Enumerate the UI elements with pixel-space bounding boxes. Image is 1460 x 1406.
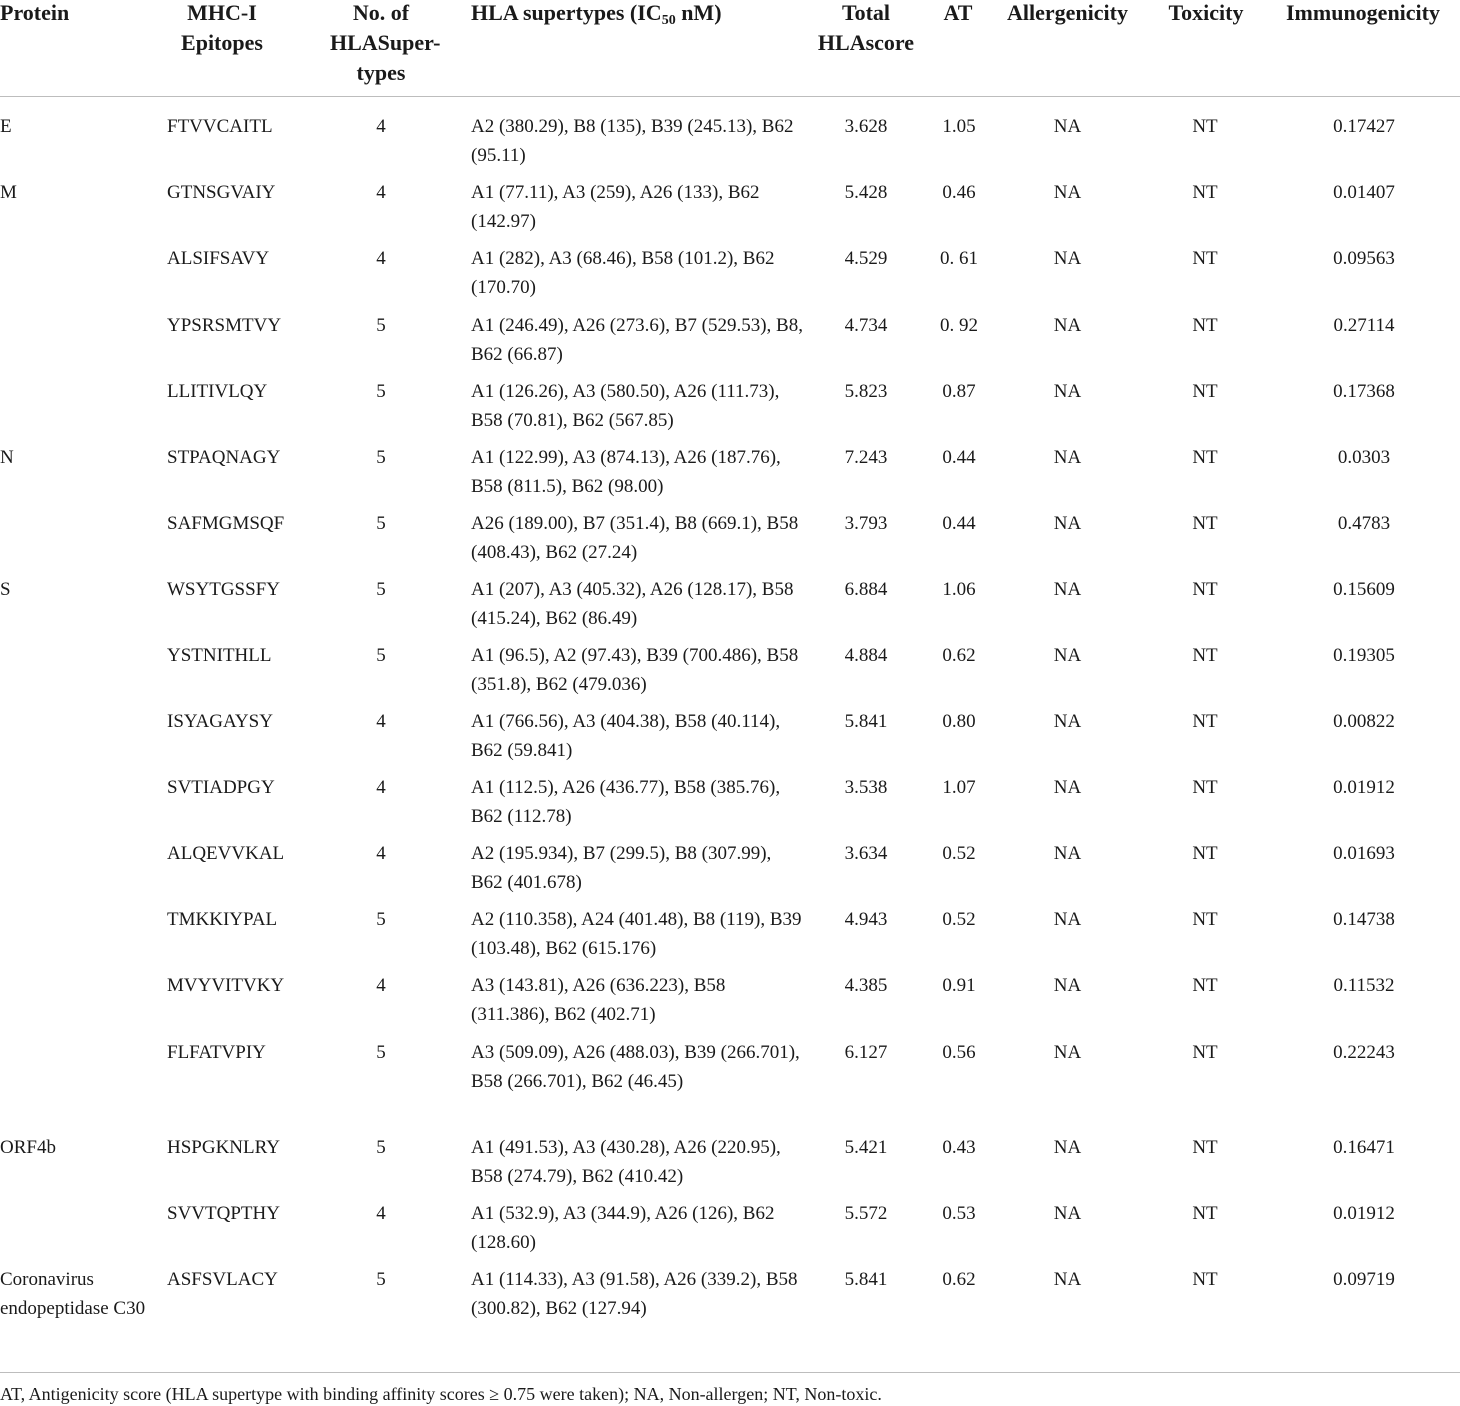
cell-protein: Coronavirus endopeptidase C30 xyxy=(0,1269,146,1319)
cell-toxicity: NT xyxy=(1192,645,1218,666)
cell-at: 0.80 xyxy=(942,711,976,732)
cell-allergenicity: NA xyxy=(1053,1269,1082,1290)
cell-immunogenicity: 0.27114 xyxy=(1333,315,1395,336)
cell-at: 0.56 xyxy=(942,1042,976,1063)
cell-allergenicity: NA xyxy=(1053,711,1082,732)
cell-immunogenicity: 0.16471 xyxy=(1333,1137,1395,1158)
cell-toxicity: NT xyxy=(1192,843,1218,864)
cell-at: 0.91 xyxy=(942,975,976,996)
header-protein: Protein xyxy=(0,0,70,25)
cell-total-hlascore: 5.421 xyxy=(844,1137,888,1158)
cell-hla-supertypes: A2 (380.29), B8 (135), B39 (245.13), B62 (95.11) xyxy=(471,116,794,166)
footer-divider xyxy=(0,1372,1460,1373)
header-divider xyxy=(0,96,1460,97)
cell-epitope: ASFSVLACY xyxy=(167,1269,278,1290)
cell-at: 0.52 xyxy=(942,843,976,864)
cell-allergenicity: NA xyxy=(1053,579,1082,600)
cell-hla-supertypes: A3 (143.81), A26 (636.223), B58 (311.386), B62 (402.71) xyxy=(471,975,726,1025)
cell-protein: N xyxy=(0,447,14,468)
cell-total-hlascore: 6.127 xyxy=(844,1042,888,1063)
cell-num-supertypes: 4 xyxy=(376,975,386,996)
cell-total-hlascore: 6.884 xyxy=(844,579,888,600)
cell-immunogenicity: 0.19305 xyxy=(1333,645,1395,666)
cell-hla-supertypes: A1 (126.26), A3 (580.50), A26 (111.73), B58 (70.81), B62 (567.85) xyxy=(471,381,780,431)
cell-num-supertypes: 5 xyxy=(376,1269,386,1290)
cell-allergenicity: NA xyxy=(1053,975,1082,996)
header-total-hlascore: Total HLAscore xyxy=(817,0,915,55)
cell-immunogenicity: 0.17427 xyxy=(1333,116,1395,137)
cell-epitope: ISYAGAYSY xyxy=(167,711,273,732)
cell-total-hlascore: 4.529 xyxy=(844,248,888,269)
cell-toxicity: NT xyxy=(1192,1203,1218,1224)
cell-epitope: HSPGKNLRY xyxy=(167,1137,280,1158)
cell-epitope: TMKKIYPAL xyxy=(167,909,278,930)
cell-epitope: SVVTQPTHY xyxy=(167,1203,280,1224)
cell-epitope: LLITIVLQY xyxy=(167,381,268,402)
cell-immunogenicity: 0.15609 xyxy=(1333,579,1395,600)
cell-allergenicity: NA xyxy=(1053,116,1082,137)
cell-num-supertypes: 4 xyxy=(376,248,386,269)
cell-at: 0.43 xyxy=(942,1137,976,1158)
cell-at: 0.52 xyxy=(942,909,976,930)
cell-immunogenicity: 0.01407 xyxy=(1333,182,1395,203)
cell-num-supertypes: 4 xyxy=(376,116,386,137)
cell-at: 0.53 xyxy=(942,1203,976,1224)
cell-epitope: WSYTGSSFY xyxy=(167,579,280,600)
cell-allergenicity: NA xyxy=(1053,909,1082,930)
cell-allergenicity: NA xyxy=(1053,1203,1082,1224)
cell-epitope: ALSIFSAVY xyxy=(167,248,270,269)
cell-total-hlascore: 7.243 xyxy=(844,447,888,468)
cell-num-supertypes: 4 xyxy=(376,182,386,203)
cell-immunogenicity: 0.17368 xyxy=(1333,381,1395,402)
cell-allergenicity: NA xyxy=(1053,645,1082,666)
cell-toxicity: NT xyxy=(1192,315,1218,336)
cell-num-supertypes: 4 xyxy=(376,777,386,798)
cell-epitope: SAFMGMSQF xyxy=(167,513,285,534)
cell-epitope: FLFATVPIY xyxy=(167,1042,266,1063)
cell-protein: ORF4b xyxy=(0,1137,56,1158)
cell-total-hlascore: 4.943 xyxy=(844,909,888,930)
cell-toxicity: NT xyxy=(1192,248,1218,269)
cell-immunogenicity: 0.01693 xyxy=(1333,843,1395,864)
cell-hla-supertypes: A1 (532.9), A3 (344.9), A26 (126), B62 (128.60) xyxy=(471,1203,775,1253)
cell-total-hlascore: 3.634 xyxy=(844,843,888,864)
cell-at: 0.62 xyxy=(942,645,976,666)
cell-total-hlascore: 3.628 xyxy=(844,116,888,137)
cell-num-supertypes: 4 xyxy=(376,1203,386,1224)
cell-num-supertypes: 5 xyxy=(376,1137,386,1158)
cell-hla-supertypes: A26 (189.00), B7 (351.4), B8 (669.1), B58 (408.43), B62 (27.24) xyxy=(471,513,799,563)
cell-total-hlascore: 3.793 xyxy=(844,513,888,534)
cell-hla-supertypes: A2 (195.934), B7 (299.5), B8 (307.99), B62 (401.678) xyxy=(471,843,772,893)
cell-epitope: SVTIADPGY xyxy=(167,777,275,798)
cell-toxicity: NT xyxy=(1192,182,1218,203)
cell-num-supertypes: 5 xyxy=(376,1042,386,1063)
cell-allergenicity: NA xyxy=(1053,315,1082,336)
header-hla-supertypes xyxy=(471,0,791,28)
cell-immunogenicity: 0.01912 xyxy=(1333,777,1395,798)
header-hla-prefix: HLA supertypes (IC xyxy=(471,0,662,25)
cell-immunogenicity: 0.09563 xyxy=(1333,248,1395,269)
cell-num-supertypes: 5 xyxy=(376,909,386,930)
cell-total-hlascore: 5.823 xyxy=(844,381,888,402)
cell-epitope: STPAQNAGY xyxy=(167,447,281,468)
cell-immunogenicity: 0.11532 xyxy=(1333,975,1395,996)
cell-immunogenicity: 0.00822 xyxy=(1333,711,1395,732)
cell-hla-supertypes: A1 (96.5), A2 (97.43), B39 (700.486), B58 (351.8), B62 (479.036) xyxy=(471,645,799,695)
cell-hla-supertypes: A1 (77.11), A3 (259), A26 (133), B62 (142.97) xyxy=(471,182,760,232)
cell-hla-supertypes: A2 (110.358), A24 (401.48), B8 (119), B39 (103.48), B62 (615.176) xyxy=(471,909,802,959)
cell-hla-supertypes: A1 (766.56), A3 (404.38), B58 (40.114), B62 (59.841) xyxy=(471,711,781,761)
cell-immunogenicity: 0.01912 xyxy=(1333,1203,1395,1224)
cell-num-supertypes: 4 xyxy=(376,711,386,732)
cell-epitope: ALQEVVKAL xyxy=(167,843,285,864)
cell-toxicity: NT xyxy=(1192,777,1218,798)
cell-allergenicity: NA xyxy=(1053,1137,1082,1158)
cell-epitope: YSTNITHLL xyxy=(167,645,272,666)
cell-total-hlascore: 4.734 xyxy=(844,315,888,336)
cell-protein: S xyxy=(0,579,11,600)
cell-hla-supertypes: A1 (246.49), A26 (273.6), B7 (529.53), B8, B62 (66.87) xyxy=(471,315,803,365)
header-toxicity: Toxicity xyxy=(1168,0,1244,25)
cell-toxicity: NT xyxy=(1192,579,1218,600)
table-header xyxy=(0,0,1460,97)
header-num-supertypes: No. of HLASuper-types xyxy=(330,0,441,85)
cell-toxicity: NT xyxy=(1192,1269,1218,1290)
cell-at: 0. 61 xyxy=(940,248,978,269)
cell-toxicity: NT xyxy=(1192,513,1218,534)
cell-hla-supertypes: A1 (112.5), A26 (436.77), B58 (385.76), B62 (112.78) xyxy=(471,777,781,827)
cell-hla-supertypes: A1 (207), A3 (405.32), A26 (128.17), B58 (415.24), B62 (86.49) xyxy=(471,579,794,629)
cell-allergenicity: NA xyxy=(1053,1042,1082,1063)
cell-epitope: GTNSGVAIY xyxy=(167,182,276,203)
cell-num-supertypes: 5 xyxy=(376,381,386,402)
cell-immunogenicity: 0.22243 xyxy=(1333,1042,1395,1063)
cell-allergenicity: NA xyxy=(1053,843,1082,864)
header-hla-subscript: 50 xyxy=(661,13,676,28)
table-footnote: AT, Antigenicity score (HLA supertype with binding affinity scores ≥ 0.75 were taken); NA, Non-allergen; NT, Non-toxic. xyxy=(0,1384,882,1404)
cell-num-supertypes: 4 xyxy=(376,843,386,864)
cell-toxicity: NT xyxy=(1192,116,1218,137)
header-epitopes: MHC-I Epitopes xyxy=(181,0,263,55)
cell-immunogenicity: 0.09719 xyxy=(1333,1269,1395,1290)
cell-at: 0.46 xyxy=(942,182,976,203)
cell-toxicity: NT xyxy=(1192,711,1218,732)
cell-total-hlascore: 5.428 xyxy=(844,182,888,203)
cell-hla-supertypes: A1 (282), A3 (68.46), B58 (101.2), B62 (170.70) xyxy=(471,248,775,298)
cell-total-hlascore: 3.538 xyxy=(844,777,888,798)
cell-at: 0.44 xyxy=(942,447,976,468)
cell-num-supertypes: 5 xyxy=(376,645,386,666)
cell-allergenicity: NA xyxy=(1053,777,1082,798)
header-hla-suffix: nM) xyxy=(675,0,722,25)
cell-num-supertypes: 5 xyxy=(376,579,386,600)
cell-allergenicity: NA xyxy=(1053,248,1082,269)
cell-epitope: YPSRSMTVY xyxy=(167,315,282,336)
cell-allergenicity: NA xyxy=(1053,381,1082,402)
header-allergenicity: Allergenicity xyxy=(1007,0,1128,25)
cell-epitope: MVYVITVKY xyxy=(167,975,285,996)
cell-num-supertypes: 5 xyxy=(376,447,386,468)
cell-toxicity: NT xyxy=(1192,1042,1218,1063)
cell-allergenicity: NA xyxy=(1053,182,1082,203)
cell-toxicity: NT xyxy=(1192,975,1218,996)
cell-hla-supertypes: A1 (114.33), A3 (91.58), A26 (339.2), B58 (300.82), B62 (127.94) xyxy=(471,1269,798,1319)
cell-toxicity: NT xyxy=(1192,381,1218,402)
cell-hla-supertypes: A1 (491.53), A3 (430.28), A26 (220.95), B58 (274.79), B62 (410.42) xyxy=(471,1137,781,1187)
cell-total-hlascore: 5.841 xyxy=(844,1269,888,1290)
cell-at: 1.06 xyxy=(942,579,976,600)
cell-immunogenicity: 0.14738 xyxy=(1333,909,1395,930)
cell-at: 1.07 xyxy=(942,777,976,798)
cell-at: 0.62 xyxy=(942,1269,976,1290)
header-immunogenicity: Immunogenicity xyxy=(1286,0,1440,25)
cell-epitope: FTVVCAITL xyxy=(167,116,273,137)
cell-protein: E xyxy=(0,116,12,137)
cell-at: 1.05 xyxy=(942,116,976,137)
cell-toxicity: NT xyxy=(1192,1137,1218,1158)
cell-immunogenicity: 0.0303 xyxy=(1337,447,1391,468)
cell-total-hlascore: 4.385 xyxy=(844,975,888,996)
cell-hla-supertypes: A3 (509.09), A26 (488.03), B39 (266.701), B58 (266.701), B62 (46.45) xyxy=(471,1042,800,1092)
cell-total-hlascore: 5.841 xyxy=(844,711,888,732)
cell-hla-supertypes: A1 (122.99), A3 (874.13), A26 (187.76), B58 (811.5), B62 (98.00) xyxy=(471,447,781,497)
cell-total-hlascore: 4.884 xyxy=(844,645,888,666)
header-at: AT xyxy=(943,0,973,25)
cell-at: 0.44 xyxy=(942,513,976,534)
cell-immunogenicity: 0.4783 xyxy=(1337,513,1391,534)
cell-toxicity: NT xyxy=(1192,447,1218,468)
cell-num-supertypes: 5 xyxy=(376,315,386,336)
cell-at: 0. 92 xyxy=(940,315,978,336)
cell-num-supertypes: 5 xyxy=(376,513,386,534)
cell-toxicity: NT xyxy=(1192,909,1218,930)
cell-at: 0.87 xyxy=(942,381,976,402)
cell-total-hlascore: 5.572 xyxy=(844,1203,888,1224)
cell-allergenicity: NA xyxy=(1053,513,1082,534)
cell-protein: M xyxy=(0,182,17,203)
cell-allergenicity: NA xyxy=(1053,447,1082,468)
